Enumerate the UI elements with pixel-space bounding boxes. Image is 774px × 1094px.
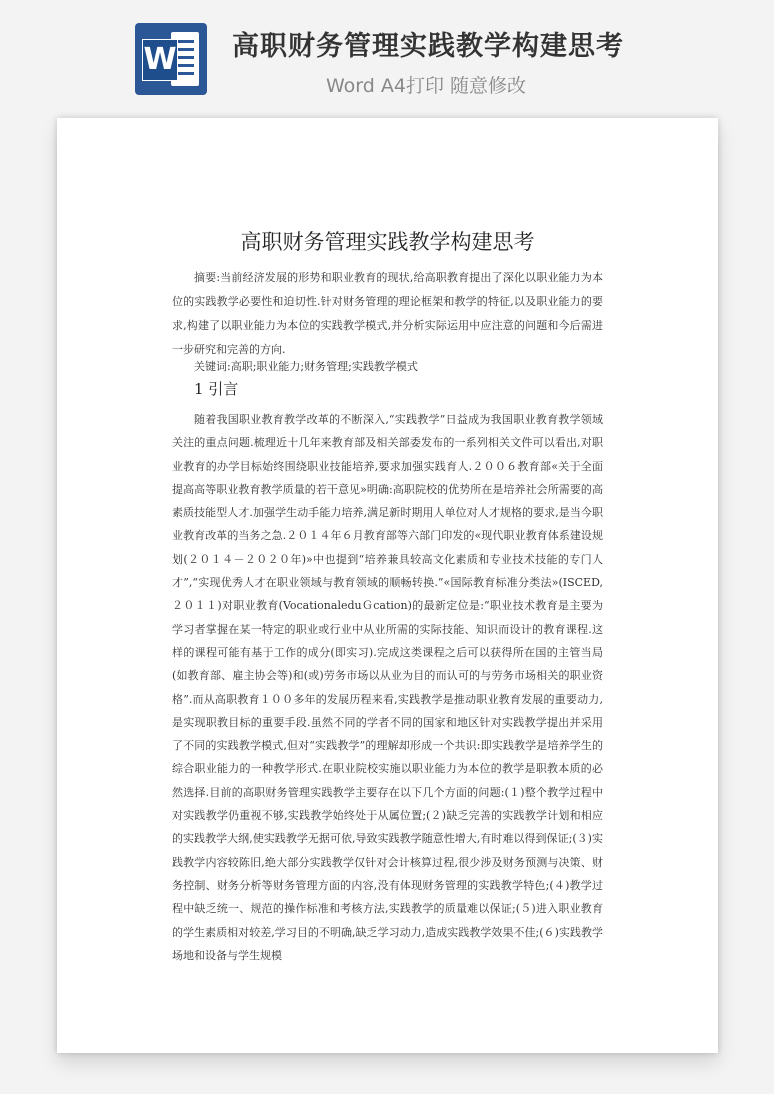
word-document-icon — [135, 23, 207, 95]
word-letter-badge: W — [142, 39, 178, 81]
document-page — [57, 118, 718, 1053]
document-keywords: 关键词:高职;职业能力;财务管理;实践教学模式 — [194, 360, 418, 373]
header-title: 高职财务管理实践教学构建思考 — [232, 31, 624, 62]
document-title: 高职财务管理实践教学构建思考 — [240, 230, 535, 254]
section-heading: 1 引言 — [194, 380, 239, 398]
document-abstract: 摘要:当前经济发展的形势和职业教育的现状,给高职教育提出了深化以职业能力为本位的实践教学必要性和迫切性.针对财务管理的理论框架和教学的特征,以及职业能力的要求,构建了以职业能力为本位的实践教学模式,并分析实际运用中应注意的问题和今后需进一步研究和完善的方向. — [172, 271, 603, 356]
header-subtitle: Word A4打印 随意修改 — [326, 75, 527, 97]
document-body-paragraph: 随着我国职业教育教学改革的不断深入,“实践教学”日益成为我国职业教育教学领域关注的重点问题.梳理近十几年来教育部及相关部委发布的一系列相关文件可以看出,对职业教育的办学目标始终围绕职业技能培养,要求加强实践育人.２００６教育部«关于全面提高高等职业教育教学质量的若干意见»明确:高职院校的优势所在是培养社会所需要的高素质技能型人才.加强学生动手能力培养,满足新时期用人单位对人才规格的要求,是当今职业教育改革的当务之急.２０１４年６月教育部等六部门印发的«现代职业教育体系建设规划(２０１４－２０２０年)»中也提到“培养兼具较高文化素质和专业技术技能的专门人才”,“实现优秀人才在职业领域与教育领域的顺畅转换.”«国际教育标准分类法»(ISCED,２０１１)对职业教育(VocationaleduＧcation)的最新定位是:“职业技术教育是主要为学习者掌握在某一特定的职业或行业中从业所需的实际技能、知识而设计的教育课程.这样的课程可能有基于工作的成分(即实习).完成这类课程之后可以获得所在国的主管当局(如教育部、雇主协会等)和(或)劳务市场以从业为目的而认可的与劳务市场相关的职业资格”.而从高职教育１００多年的发展历程来看,实践教学是推动职业教育发展的重要动力,是实现职教目标的重要手段.虽然不同的学者不同的国家和地区针对实践教学提出并采用了不同的实践教学模式,但对“实践教学”的理解却形成一个共识:即实践教学是培养学生的综合职业能力的一种教学形式.在职业院校实施以职业能力为本位的教学是职教本质的必然选择.目前的高职财务管理实践教学主要存在以下几个方面的问题:(１)整个教学过程中对实践教学仍重视不够,实践教学始终处于从属位置;(２)缺乏完善的实践教学计划和相应的实践教学大纲,使实践教学无据可依,导致实践教学随意性增大,有时难以得到保证;(３)实践教学内容较陈旧,绝大部分实践教学仅针对会计核算过程,很少涉及财务预测与决策、财务控制、财务分析等财务管理方面的内容,没有体现财务管理的实践教学特色;(４)教学过程中缺乏统一、规范的操作标准和考核方法,实践教学的质量难以保证;(５)进入职业教育的学生素质相对较差,学习目的不明确,缺乏学习动力,造成实践教学效果不佳;(６)实践教学场地和设备与学生规模 — [172, 413, 603, 962]
page-header — [0, 0, 774, 112]
